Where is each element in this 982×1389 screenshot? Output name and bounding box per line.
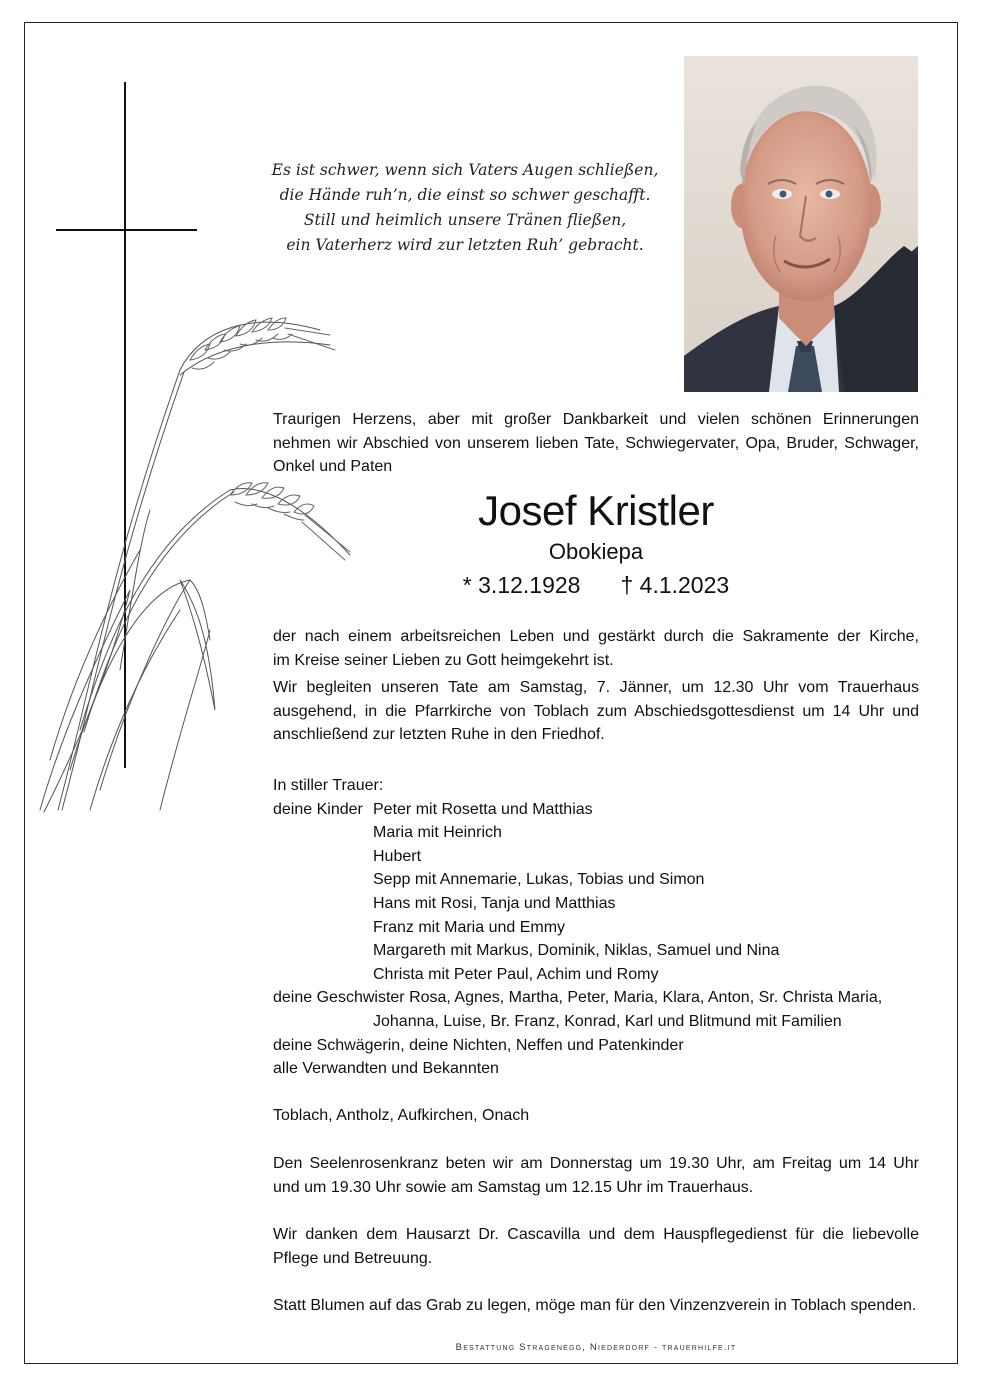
text-line: Statt Blumen auf das Grab zu legen, möge man für den Vinzenzverein in Toblach spenden. [273,1297,917,1314]
siblings-line: deine Geschwister Rosa, Agnes, Martha, Peter, Maria, Klara, Anton, Sr. Christa Maria, [273,989,883,1007]
donation-paragraph [273,1294,919,1318]
relatives-line: deine Schwägerin, deine Nichten, Neffen und Patenkinder [273,1036,684,1054]
deceased-name: Josef Kristler [478,487,714,534]
footer-credit: Bestattung Stragenegg, Niederdorf - trauerhilfe.it [455,1342,737,1353]
text-line: ausgehend, in die Pfarrkirche von Toblach zum Abschiedsgottesdienst um 14 Uhr und [273,702,919,720]
poem-line: Still und heimlich unsere Tränen fließen, [303,211,627,229]
mourners-heading: In stiller Trauer: [273,777,384,794]
thanks-paragraph [273,1223,919,1270]
child-entry: Maria mit Heinrich [373,824,502,842]
birth-date: * 3.12.1928 [462,572,581,598]
relatives-line: alle Verwandten und Bekannten [273,1060,499,1078]
deceased-nickname: Obokiepa [548,539,644,564]
siblings-line: Johanna, Luise, Br. Franz, Konrad, Karl und Blitmund mit Familien [373,1012,842,1030]
intro-paragraph [273,408,919,479]
text-line: und um 19.30 Uhr sowie am Samstag um 12.15 Uhr im Trauerhaus. [273,1178,754,1196]
text-line: Wir begleiten unseren Tate am Samstag, 7. Jänner, um 12.30 Uhr vom Trauerhaus [273,679,919,696]
poem [255,158,675,258]
text-line: im Kreise seiner Lieben zu Gott heimgekehrt ist. [273,651,614,669]
child-entry: Hans mit Rosi, Tanja und Matthias [373,894,616,912]
child-entry: Hubert [373,847,422,865]
portrait-photo [684,56,918,392]
passing-paragraph [273,625,919,672]
child-entry: Peter mit Rosetta und Matthias [373,800,593,818]
child-entry: Sepp mit Annemarie, Lukas, Tobias und Simon [373,871,705,889]
child-entry: Franz mit Maria und Emmy [373,918,566,936]
poem-line: ein Vaterherz wird zur letzten Ruh’ gebracht. [286,236,644,254]
funeral-paragraph [273,676,919,747]
death-date: † 4.1.2023 [620,572,730,598]
text-line: Onkel und Paten [273,458,393,475]
poem-line: Es ist schwer, wenn sich Vaters Augen schließen, [271,161,659,179]
text-line: Pflege und Betreuung. [273,1249,433,1267]
text-line: nehmen wir Abschied von unserem lieben Tate, Schwiegervater, Opa, Bruder, Schwager, [273,434,919,452]
places-line [273,1104,919,1128]
places-text: Toblach, Antholz, Aufkirchen, Onach [273,1107,530,1124]
text-line: Traurigen Herzens, aber mit großer Dankbarkeit und vielen schönen Erinnerungen [273,411,919,428]
text-line: der nach einem arbeitsreichen Leben und gestärkt durch die Sakramente der Kirche, [273,628,919,645]
text-line: Den Seelenrosenkranz beten wir am Donnerstag um 19.30 Uhr, am Freitag um 14 Uhr [273,1155,919,1172]
text-line: anschließend zur letzten Ruhe in den Friedhof. [273,726,605,743]
child-entry: Christa mit Peter Paul, Achim und Romy [373,965,659,983]
poem-line: die Hände ruh’n, die einst so schwer geschafft. [279,186,651,204]
children-label: deine Kinder [273,800,363,818]
life-dates [273,569,919,601]
rosary-paragraph [273,1152,919,1199]
cross-horizontal [56,229,197,231]
mourners-list [273,774,919,1081]
text-line: Wir danken dem Hausarzt Dr. Cascavilla und dem Hauspflegedienst für die liebevolle [273,1226,919,1243]
child-entry: Margareth mit Markus, Dominik, Niklas, Samuel und Nina [373,942,780,960]
list-item [273,798,919,822]
